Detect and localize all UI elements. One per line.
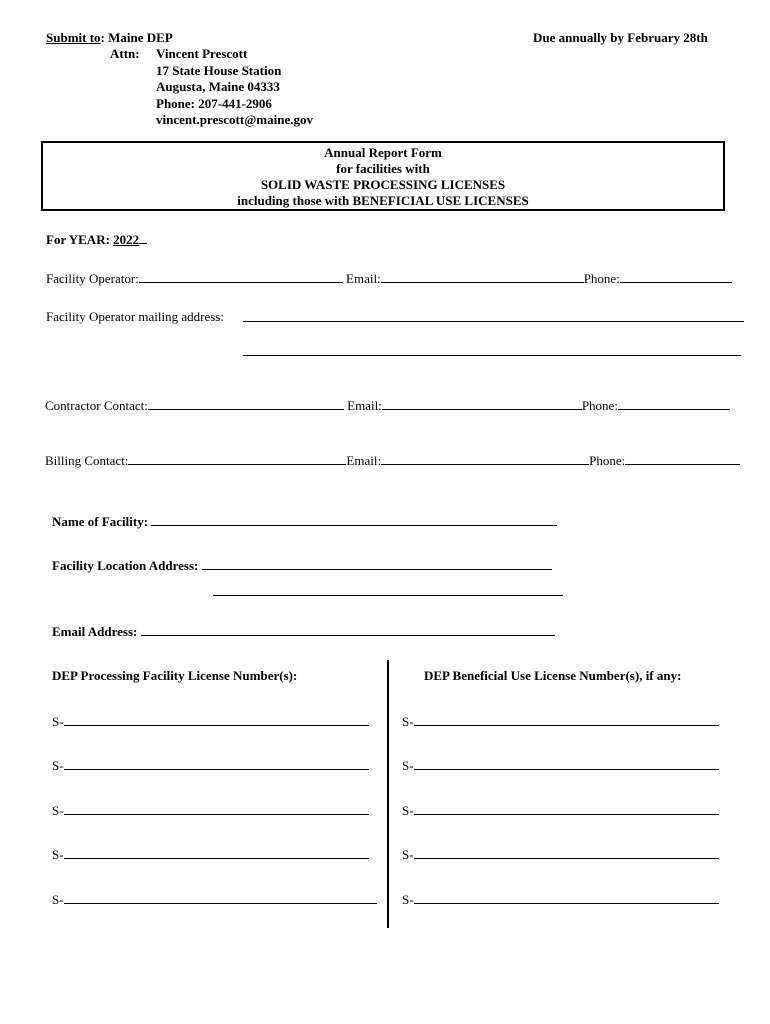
license-prefix: S- — [52, 758, 64, 773]
license-prefix: S- — [402, 847, 414, 862]
due-date: Due annually by February 28th — [533, 30, 708, 45]
beneficial-license-header: DEP Beneficial Use License Number(s), if any: — [424, 668, 682, 683]
contractor-phone-label: Phone: — [581, 398, 618, 413]
contractor-phone-field[interactable] — [618, 397, 730, 410]
beneficial-license-row — [402, 802, 719, 819]
beneficial-license-field[interactable] — [414, 802, 719, 815]
billing-phone-field[interactable] — [625, 452, 740, 465]
license-prefix: S- — [52, 892, 64, 907]
beneficial-license-row — [402, 757, 719, 774]
title-box — [41, 141, 725, 211]
facility-location-field-2[interactable] — [213, 583, 563, 596]
attn-street: 17 State House Station — [156, 62, 282, 78]
title-line-4: including those with BENEFICIAL USE LICENSES — [237, 193, 529, 208]
operator-field[interactable] — [139, 270, 343, 283]
license-prefix: S- — [402, 714, 414, 729]
submit-to-value: : Maine DEP — [100, 30, 173, 45]
attn-name: Vincent Prescott — [156, 46, 248, 61]
billing-row — [45, 452, 740, 469]
year-underline — [139, 231, 147, 244]
facility-email-label: Email Address: — [52, 624, 138, 639]
attn-email: vincent.prescott@maine.gov — [156, 112, 313, 127]
facility-location-row — [52, 557, 552, 574]
operator-label: Facility Operator: — [46, 271, 139, 286]
year-value[interactable]: 2022 — [113, 232, 140, 247]
processing-license-field[interactable] — [64, 713, 369, 726]
operator-email-field[interactable] — [381, 270, 584, 283]
billing-phone-label: Phone: — [589, 453, 626, 468]
contractor-row — [45, 397, 730, 414]
billing-email-field[interactable] — [381, 452, 589, 465]
mailing-row — [46, 309, 224, 325]
billing-label: Billing Contact: — [45, 453, 129, 468]
license-prefix: S- — [52, 847, 64, 862]
operator-email-label: Email: — [346, 271, 381, 286]
submit-to-label: Submit to — [46, 30, 101, 45]
processing-license-row — [52, 846, 369, 863]
license-prefix: S- — [402, 758, 414, 773]
attn-label: Attn: — [110, 46, 140, 61]
attn-phone: Phone: 207-441-2906 — [156, 95, 272, 111]
facility-name-row — [52, 513, 557, 530]
beneficial-license-row — [402, 846, 719, 863]
operator-phone-label: Phone: — [583, 271, 620, 286]
contractor-label: Contractor Contact: — [45, 398, 148, 413]
mailing-field-1[interactable] — [243, 309, 744, 322]
processing-license-header: DEP Processing Facility License Number(s): — [52, 668, 298, 683]
title-line-3: SOLID WASTE PROCESSING LICENSES — [260, 177, 506, 192]
facility-name-label: Name of Facility: — [52, 514, 149, 529]
billing-email-label: Email: — [346, 453, 382, 468]
processing-license-row — [52, 802, 369, 819]
processing-license-field[interactable] — [64, 802, 369, 815]
license-prefix: S- — [52, 803, 64, 818]
contractor-field[interactable] — [148, 397, 344, 410]
beneficial-license-field[interactable] — [414, 757, 719, 770]
mailing-field-2[interactable] — [243, 343, 741, 356]
contractor-email-label: Email: — [347, 398, 382, 413]
processing-license-field[interactable] — [64, 891, 377, 904]
facility-location-field-1[interactable] — [202, 557, 552, 570]
license-prefix: S- — [52, 714, 64, 729]
processing-license-field[interactable] — [64, 846, 369, 859]
license-divider — [387, 660, 389, 928]
license-prefix: S- — [402, 892, 414, 907]
beneficial-license-field[interactable] — [414, 846, 719, 859]
contractor-email-field[interactable] — [382, 397, 582, 410]
facility-name-field[interactable] — [151, 513, 557, 526]
processing-license-field[interactable] — [64, 757, 369, 770]
billing-field[interactable] — [128, 452, 346, 465]
license-prefix: S- — [402, 803, 414, 818]
beneficial-license-field[interactable] — [414, 891, 719, 904]
mailing-label: Facility Operator mailing address: — [46, 309, 224, 324]
processing-license-row — [52, 891, 377, 908]
beneficial-license-row — [402, 891, 719, 908]
attn-block — [156, 46, 313, 129]
facility-location-label: Facility Location Address: — [52, 558, 199, 573]
processing-license-row — [52, 757, 369, 774]
title-line-2: for facilities with — [336, 161, 430, 176]
year-label: For YEAR: — [46, 232, 110, 247]
processing-license-row — [52, 713, 369, 730]
beneficial-license-field[interactable] — [414, 713, 719, 726]
submit-to — [46, 30, 173, 46]
facility-email-row — [52, 623, 555, 640]
attn-city: Augusta, Maine 04333 — [156, 79, 280, 94]
title-line-1: Annual Report Form — [324, 145, 442, 160]
operator-row — [46, 270, 732, 287]
operator-phone-field[interactable] — [620, 270, 732, 283]
beneficial-license-row — [402, 713, 719, 730]
year-row — [46, 231, 147, 248]
facility-email-field[interactable] — [141, 623, 555, 636]
